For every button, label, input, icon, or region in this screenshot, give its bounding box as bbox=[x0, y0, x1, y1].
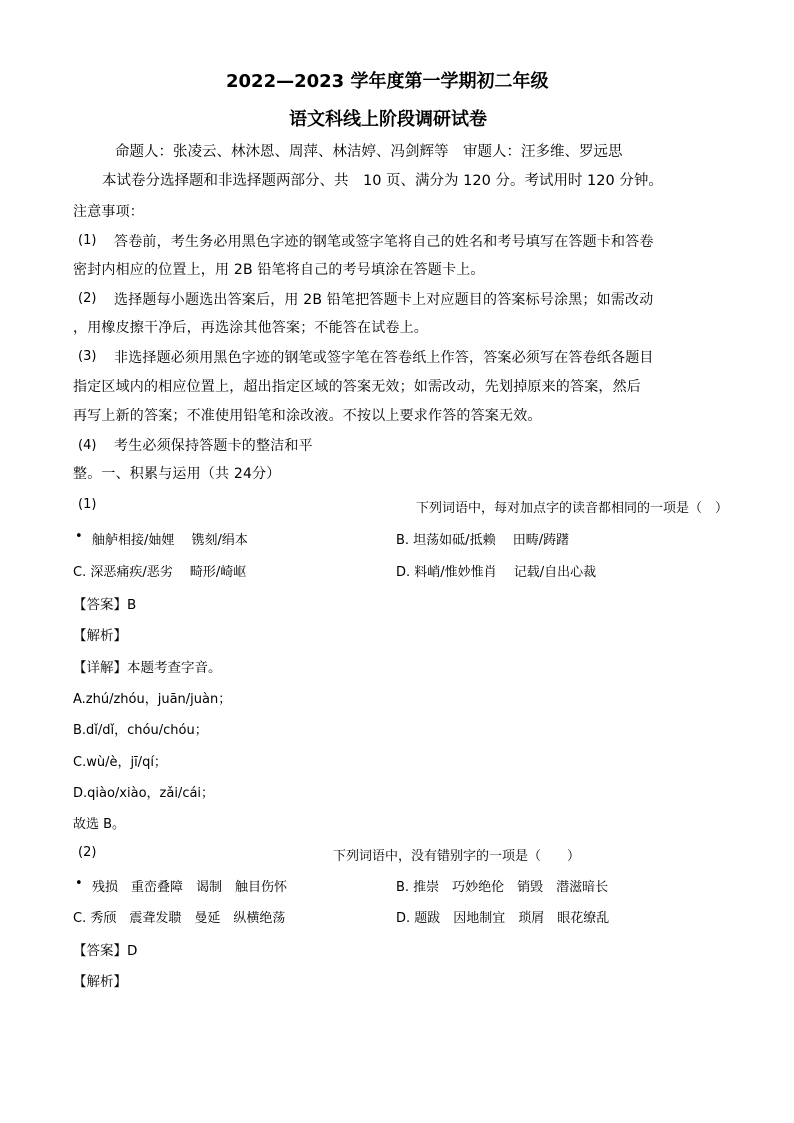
q1-pinyin-a: A.zhú/zhóu，juān/juàn； bbox=[73, 692, 232, 707]
note-4-line2-section-heading: 整。一、积累与运用（共 24分） bbox=[73, 466, 281, 482]
q1-option-d: D. 料峭/惟妙惟肖 记载/自出心裁 bbox=[396, 565, 597, 580]
note-4-number: (4) bbox=[78, 438, 97, 453]
q1-option-a: 舳舻相接/妯娌 镌刻/绢本 bbox=[92, 533, 248, 548]
note-1-line1: 答卷前，考生务必用黑色字迹的钢笔或签字笔将自己的姓名和考号填写在答题卡和答卷 bbox=[114, 234, 654, 250]
q1-option-b: B. 坦荡如砥/抵赖 田畴/踌躇 bbox=[396, 533, 570, 548]
q1-answer: 【答案】B bbox=[73, 597, 137, 613]
note-2-line1: 选择题每小题选出答案后，用 2B 铅笔把答题卡上对应题目的答案标号涂黑；如需改动 bbox=[114, 292, 654, 308]
note-2-line2: ，用橡皮擦干净后，再选涂其他答案；不能答在试卷上。 bbox=[73, 320, 428, 336]
q1-option-c: C. 深恶痛疾/恶劣 畸形/崎岖 bbox=[73, 565, 247, 580]
question-1-number: (1) bbox=[78, 497, 97, 512]
note-3-line2: 指定区域内的相应位置上，超出指定区域的答案无效；如需改动，先划掉原来的答案，然后 bbox=[73, 379, 641, 395]
note-1-number: (1) bbox=[78, 233, 97, 248]
q2-analysis-label: 【解析】 bbox=[73, 974, 127, 990]
note-1-line2: 密封内相应的位置上，用 2B 铅笔将自己的考号填涂在答题卡上。 bbox=[73, 262, 485, 278]
notes-heading: 注意事项： bbox=[73, 204, 144, 220]
q2-option-d: D. 题跋 因地制宜 琐屑 眼花缭乱 bbox=[396, 911, 610, 926]
q1-pinyin-d: D.qiào/xiào，zǎi/cái； bbox=[73, 786, 215, 801]
q2-option-c: C. 秀颀 震聋发聩 曼延 纵横绝荡 bbox=[73, 911, 286, 926]
question-1-stem: 下列词语中，每对加点字的读音都相同的一项是（ ） bbox=[416, 501, 729, 516]
q2-option-b: B. 推崇 巧妙绝伦 销毁 潜滋暗长 bbox=[396, 880, 609, 895]
q2-option-a: 残损 重峦叠障 谒制 触目伤怀 bbox=[92, 880, 288, 895]
q1-analysis-label: 【解析】 bbox=[73, 628, 127, 644]
question-2-stem: 下列词语中，没有错别字的一项是（ ） bbox=[333, 849, 581, 864]
q1-pinyin-b: B.dǐ/dǐ，chóu/chóu； bbox=[73, 723, 208, 738]
q2-answer: 【答案】D bbox=[73, 943, 138, 959]
note-3-line3: 再写上新的答案；不准使用铅笔和涂改液。不按以上要求作答的答案无效。 bbox=[73, 408, 542, 424]
note-4-line1: 考生必须保持答题卡的整洁和平 bbox=[114, 438, 313, 454]
note-2-number: (2) bbox=[78, 291, 97, 306]
note-3-line1: 非选择题必须用黑色字迹的钢笔或签字笔在答卷纸上作答，答案必须写在答卷纸各题目 bbox=[114, 350, 654, 366]
exam-title-line1: 2022—2023 学年度第一学期初二年级 bbox=[226, 71, 549, 92]
q2-option-a-marker: • bbox=[75, 876, 83, 891]
exam-info-line: 本试卷分选择题和非选择题两部分、共 10 页、满分为 120 分。考试用时 120 分钟。 bbox=[102, 173, 663, 189]
q1-pinyin-c: C.wù/è，jī/qí； bbox=[73, 755, 167, 770]
authors-line: 命题人：张凌云、林沐恩、周萍、林洁婷、冯剑辉等 审题人：汪多维、罗远思 bbox=[115, 144, 623, 160]
q1-conclusion: 故选 B。 bbox=[73, 817, 126, 832]
question-2-number: (2) bbox=[78, 845, 97, 860]
note-3-number: (3) bbox=[78, 349, 97, 364]
q1-option-a-marker: • bbox=[75, 529, 83, 544]
q1-detail: 【详解】本题考查字音。 bbox=[73, 660, 222, 676]
exam-title-line2: 语文科线上阶段调研试卷 bbox=[289, 109, 487, 130]
